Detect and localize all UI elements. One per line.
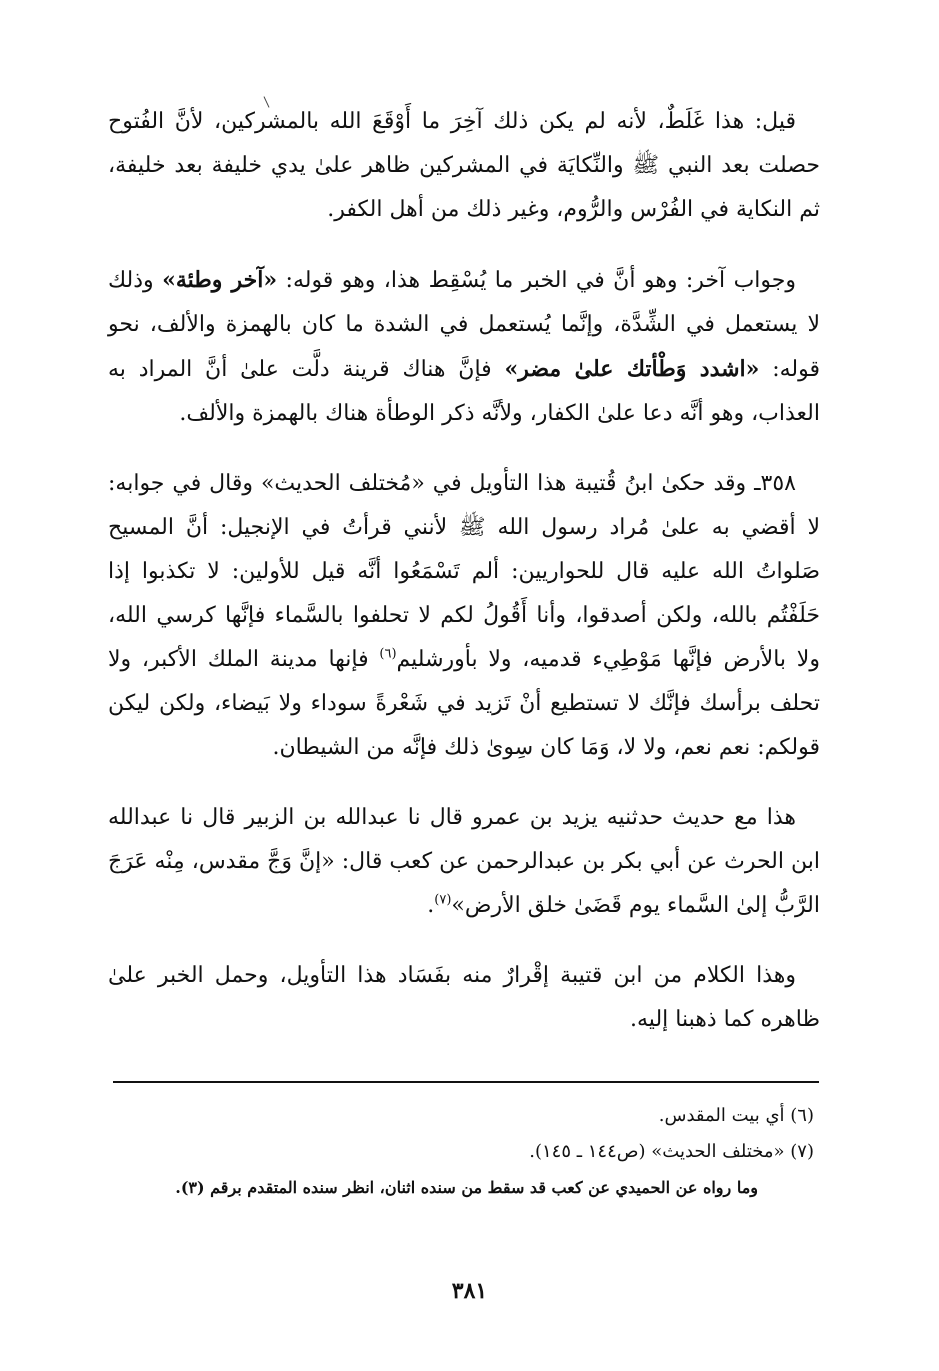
hadith-quote: «آخر وطئة» bbox=[162, 267, 278, 293]
footnote-7-note: وما رواه عن الحميدي عن كعب قد سقط من سنده اثنان، انظر سنده المتقدم برقم (٣). bbox=[175, 1178, 758, 1197]
body-text bbox=[108, 100, 820, 1068]
footnote-ref-7[interactable]: (٧) bbox=[434, 892, 452, 908]
paragraph-4 bbox=[108, 796, 820, 928]
footnote-6: (٦) أي بيت المقدس. bbox=[658, 1105, 814, 1126]
page-number: ٣٨١ bbox=[451, 1278, 488, 1304]
footnote-separator bbox=[113, 1081, 819, 1083]
hadith-quote: «اشدد وَطْأتك علىٰ مضر» bbox=[504, 356, 760, 382]
paragraph-2-part: وجواب آخر: وهو أنَّ في الخبر ما يُسْقِط هذا، وهو قوله: bbox=[277, 268, 796, 293]
footnotes bbox=[108, 1098, 820, 1204]
footnote-7: (٧) «مختلف الحديث» (ص١٤٤ ـ ١٤٥). bbox=[529, 1141, 814, 1162]
paragraph-3-part: ٣٥٨ـ وقد حكىٰ ابنُ قُتيبة هذا التأويل في «مُختلف الحديث» وقال في جوابه: لا أقضي به علىٰ مُراد رسول الله ﷺ لأنني قرأتُ في الإنجيل: أنَّ المسيح صَلواتُ الله عليه قال للحواريين: ألم تَسْمَعُوا أنَّه قيل للأولين: لا تكذبوا إذا حَلَفْتُم بالله، ولكن أصدقوا، وأنا أَقُولُ لكم لا تحلفوا بالسَّماء فإنَّها كرسي الله، ولا بالأرض فإنَّها مَوْطِيء قدميه، ولا بأورشليم bbox=[108, 471, 820, 672]
paragraph-1: قيل: هذا غَلَطٌ، لأنه لم يكن ذلك آخِرَ ما أَوْقَعَ الله بالمشركين، لأنَّ الفُتوح حصلت بعد النبي ﷺ والنِّكايَة في المشركين ظاهر علىٰ يدي خليفة بعد خليفة، ثم النكاية في الفُرْس والرُّوم، وغير ذلك من أهل الكفر. bbox=[108, 109, 820, 222]
paragraph-2-part: فإنَّ هناك قرينة دلَّت علىٰ أنَّ المراد به العذاب، وهو أنَّه دعا علىٰ الكفار، ولأنَّه ذكر الوطأة هناك بالهمزة والألف. bbox=[108, 357, 820, 426]
paragraph-4-part: . bbox=[427, 893, 435, 918]
paragraph-3-part: فإنها مدينة الملك الأكبر، ولا تحلف برأسك فإنَّك لا تستطيع أنْ تَزيد في شَعْرةً سوداء ولا بَيضاء، ولكن ليكن قولكم: نعم نعم، ولا لا، وَمَا كان سِوىٰ ذلك فإنَّه من الشيطان. bbox=[108, 647, 820, 760]
paragraph-2 bbox=[108, 258, 820, 436]
footnote-ref-6[interactable]: (٦) bbox=[379, 646, 397, 662]
paragraph-4-part: هذا مع حديث حدثنيه يزيد بن عمرو قال نا عبدالله بن الزبير قال نا عبدالله ابن الحرث عن أبي بكر بن عبدالرحمن عن كعب قال: «إنَّ وَجَّ مقدس، مِنْه عَرَجَ الرَّبُّ إلىٰ السَّماء يوم قَضَىٰ خلق الأرض» bbox=[108, 805, 820, 918]
paragraph-3 bbox=[108, 462, 820, 770]
paragraph-5: وهذا الكلام من ابن قتيبة إقْرارٌ منه بفَسَاد هذا التأويل، وحمل الخبر علىٰ ظاهره كما ذهبنا إليه. bbox=[108, 963, 820, 1032]
paragraph-2-part: وذلك لا يستعمل في الشِّدَّة، وإنَّما يُستعمل في الشدة ما كان بالهمزة والألف، نحو قوله: bbox=[108, 268, 820, 382]
